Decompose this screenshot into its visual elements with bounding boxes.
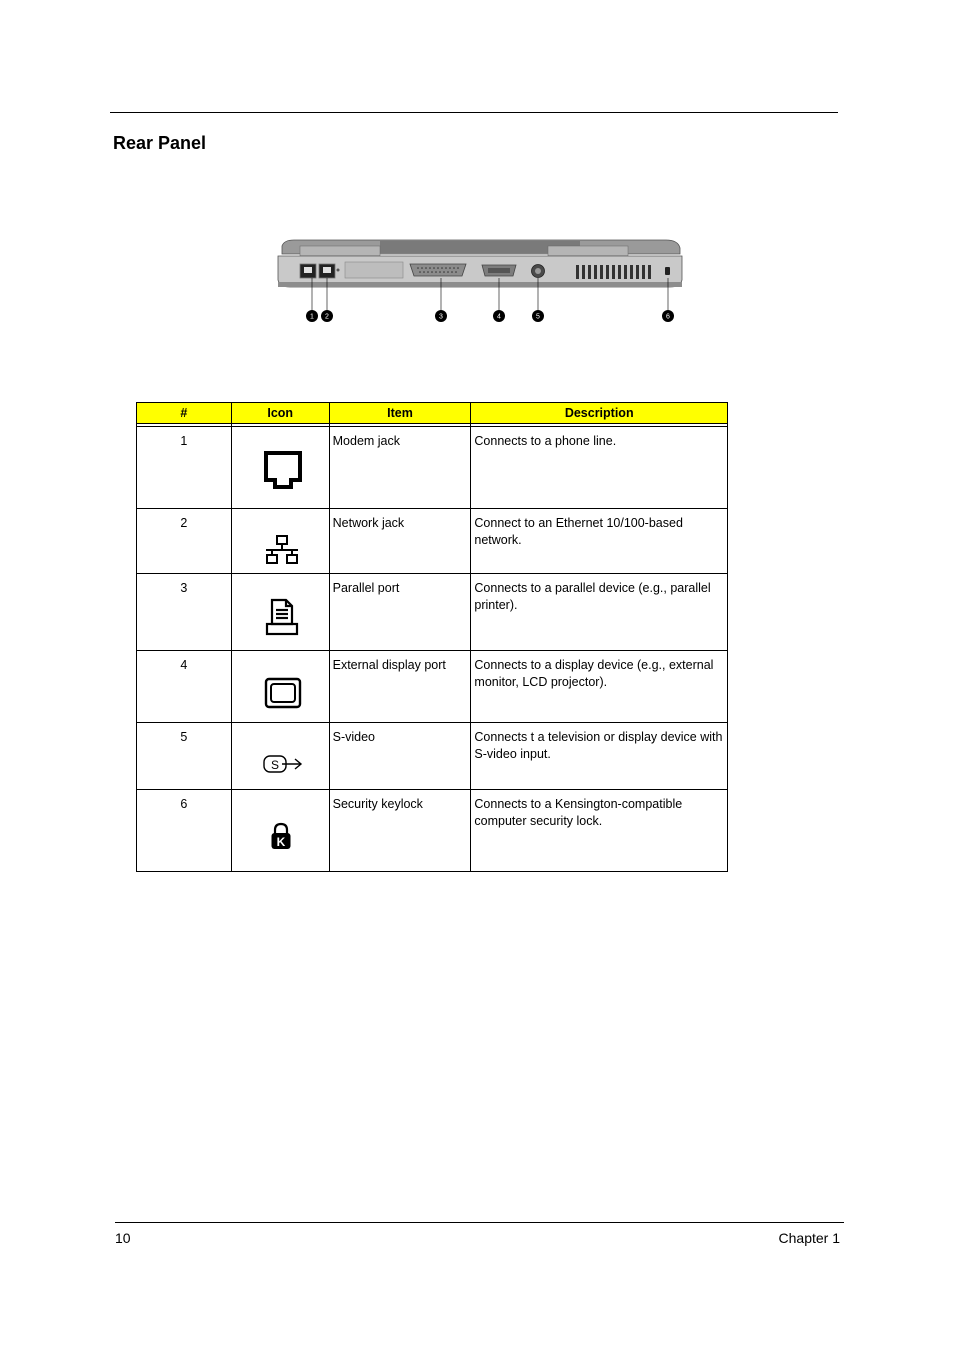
row-description: Connect to an Ethernet 10/100-based network.: [471, 509, 728, 574]
row-number: 1: [137, 427, 232, 509]
svg-text:S: S: [270, 758, 279, 772]
table-row: [137, 574, 728, 651]
callout-5: 5: [536, 313, 540, 321]
row-item: External display port: [329, 651, 471, 723]
row-item: Modem jack: [329, 427, 471, 509]
table-row: [137, 427, 728, 509]
row-item: S-video: [329, 723, 471, 790]
table-row: [137, 790, 728, 872]
modem-jack-icon: [263, 450, 303, 490]
svg-text:K: K: [276, 835, 286, 849]
header-item: Item: [329, 403, 471, 424]
row-item: Security keylock: [329, 790, 471, 872]
header-number: #: [137, 403, 232, 424]
table-header-row: [137, 403, 728, 424]
row-description: Connects t a television or display device with S-video input.: [471, 723, 728, 790]
callout-6: 6: [666, 313, 670, 321]
callout-2: 2: [325, 313, 329, 321]
printer-icon: [264, 598, 300, 638]
laptop-rear-panel-image: [270, 232, 690, 332]
s-video-icon: [262, 753, 304, 775]
page-title: Rear Panel: [113, 133, 207, 153]
callout-3: 3: [439, 313, 443, 321]
header-icon: Icon: [231, 403, 329, 424]
chapter-label: Chapter 1: [778, 1230, 840, 1246]
page-number: 10: [115, 1230, 131, 1246]
row-description: Connects to a display device (e.g., external monitor, LCD projector).: [471, 651, 728, 723]
row-description: Connects to a Kensington-compatible computer security lock.: [471, 790, 728, 872]
network-icon: [264, 534, 300, 566]
callout-4: 4: [497, 313, 501, 321]
kensington-lock-icon: [270, 822, 292, 850]
rear-panel-table: [136, 402, 728, 872]
row-item: Network jack: [329, 509, 471, 574]
row-description: Connects to a parallel device (e.g., parallel printer).: [471, 574, 728, 651]
row-item: Parallel port: [329, 574, 471, 651]
table-row: [137, 651, 728, 723]
header-description: Description: [471, 403, 728, 424]
table-row: [137, 509, 728, 574]
row-number: 3: [137, 574, 232, 651]
callout-1: 1: [310, 313, 314, 321]
row-number: 5: [137, 723, 232, 790]
table-row: [137, 723, 728, 790]
row-number: 6: [137, 790, 232, 872]
row-number: 2: [137, 509, 232, 574]
footer-rule: [115, 1222, 844, 1223]
row-description: Connects to a phone line.: [471, 427, 728, 509]
row-number: 4: [137, 651, 232, 723]
monitor-icon: [264, 677, 302, 709]
header-rule: [110, 112, 838, 113]
